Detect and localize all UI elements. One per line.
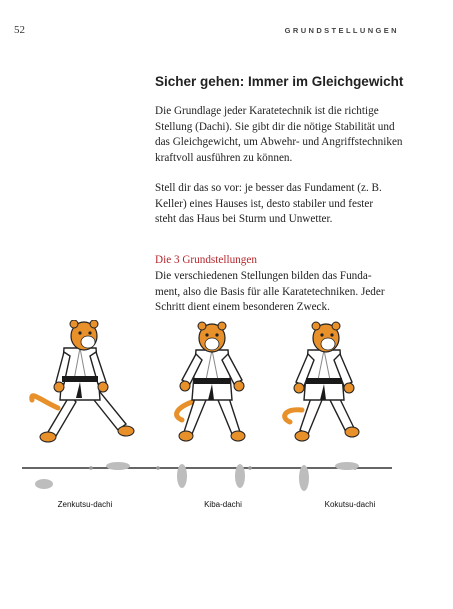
- page-number: 52: [14, 24, 25, 36]
- text-line: das Gleichgewicht, um Abwehr- und Angriffstechniken: [155, 136, 403, 148]
- text-line: Schritt dient einem besonderen Zweck.: [155, 301, 330, 313]
- text-line: Die Grundlage jeder Karatetechnik ist die richtige: [155, 105, 379, 117]
- text-line: ment, also die Basis für alle Karatetechniken. Jeder: [155, 285, 385, 298]
- footprints: [35, 462, 359, 491]
- text-line: Stell dir das so vor: je besser das Fundament (z. B.: [155, 182, 382, 194]
- tiger-zenkutsu-figure: [32, 320, 134, 442]
- text-line: Keller) eines Hauses ist, desto stabiler und fester: [155, 197, 374, 210]
- caption-zenkutsu-dachi: Zenkutsu-dachi: [57, 500, 113, 509]
- text-line: kraftvoll ausführen zu können.: [155, 151, 293, 164]
- sub-heading: Die 3 Grundstellungen: [155, 254, 257, 266]
- text-line: Stellung (Dachi). Sie gibt dir die nötige Stabilität und: [155, 120, 395, 133]
- intro-paragraph: [155, 104, 415, 166]
- stances-paragraph: [155, 269, 415, 316]
- section-heading: Sicher gehen: Immer im Gleichgewicht: [155, 74, 404, 89]
- tiger-kokutsu-figure: [285, 322, 359, 441]
- analogy-paragraph: [155, 181, 415, 228]
- text-line: steht das Haus bei Sturm und Unwetter.: [155, 213, 333, 225]
- text-line: Die verschiedenen Stellungen bilden das Funda-: [155, 270, 372, 282]
- caption-kokutsu-dachi: Kokutsu-dachi: [324, 500, 376, 509]
- running-head: GRUNDSTELLUNGEN: [284, 26, 399, 35]
- stances-illustration: [0, 320, 453, 520]
- caption-kiba-dachi: Kiba-dachi: [204, 500, 242, 509]
- tiger-kiba-figure: [177, 322, 245, 441]
